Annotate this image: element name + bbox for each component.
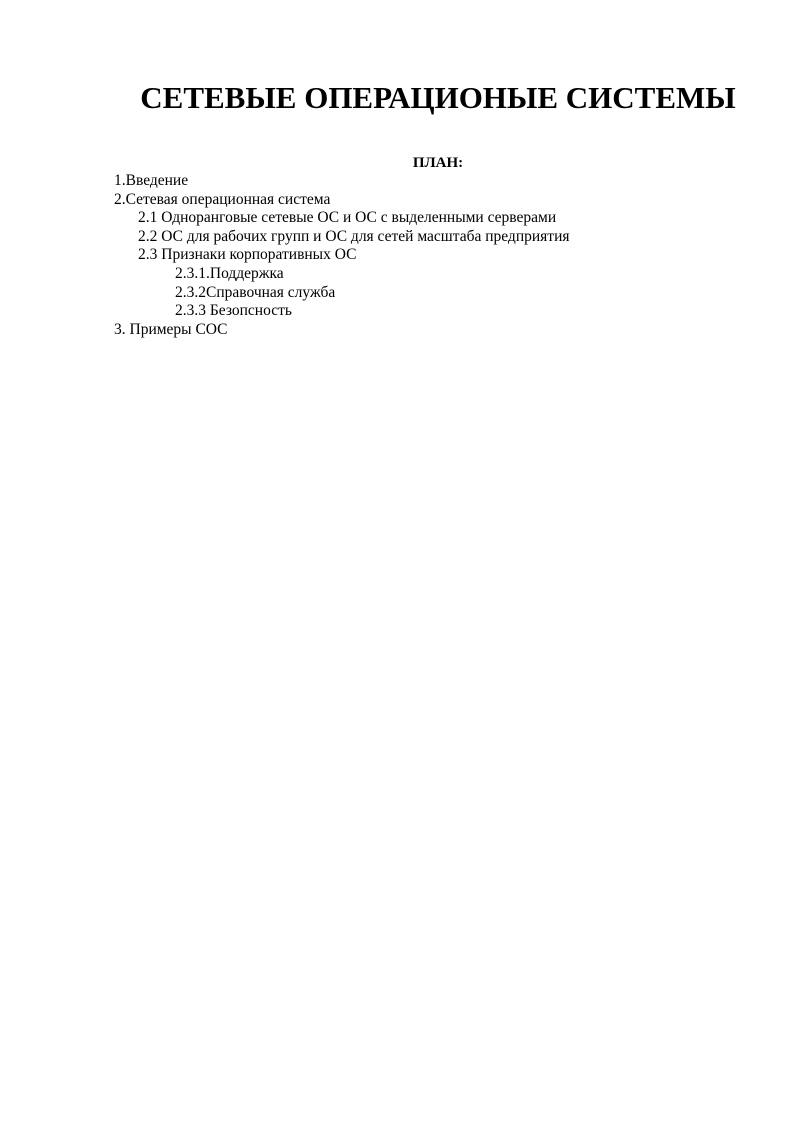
plan-heading: ПЛАН: (412, 155, 464, 171)
table-of-contents (114, 172, 570, 339)
toc-item: 2.Сетевая операционная система (114, 190, 331, 208)
toc-item: 2.1 Одноранговые сетевые ОС и ОС с выделенными серверами (138, 209, 557, 227)
document-title: СЕТЕВЫЕ ОПЕРАЦИОНЫЕ СИСТЕМЫ (140, 80, 736, 115)
toc-item: 2.3.1.Поддержка (175, 264, 284, 282)
toc-item: 2.2 ОС для рабочих групп и ОС для сетей масштаба предприятия (138, 227, 570, 245)
toc-item: 1.Введение (114, 172, 189, 189)
toc-item: 3. Примеры СОС (114, 320, 228, 338)
toc-item: 2.3.2Справочная служба (175, 283, 336, 301)
toc-item: 2.3 Признаки корпоративных ОС (138, 246, 357, 264)
toc-item: 2.3.3 Безопсность (175, 302, 292, 320)
